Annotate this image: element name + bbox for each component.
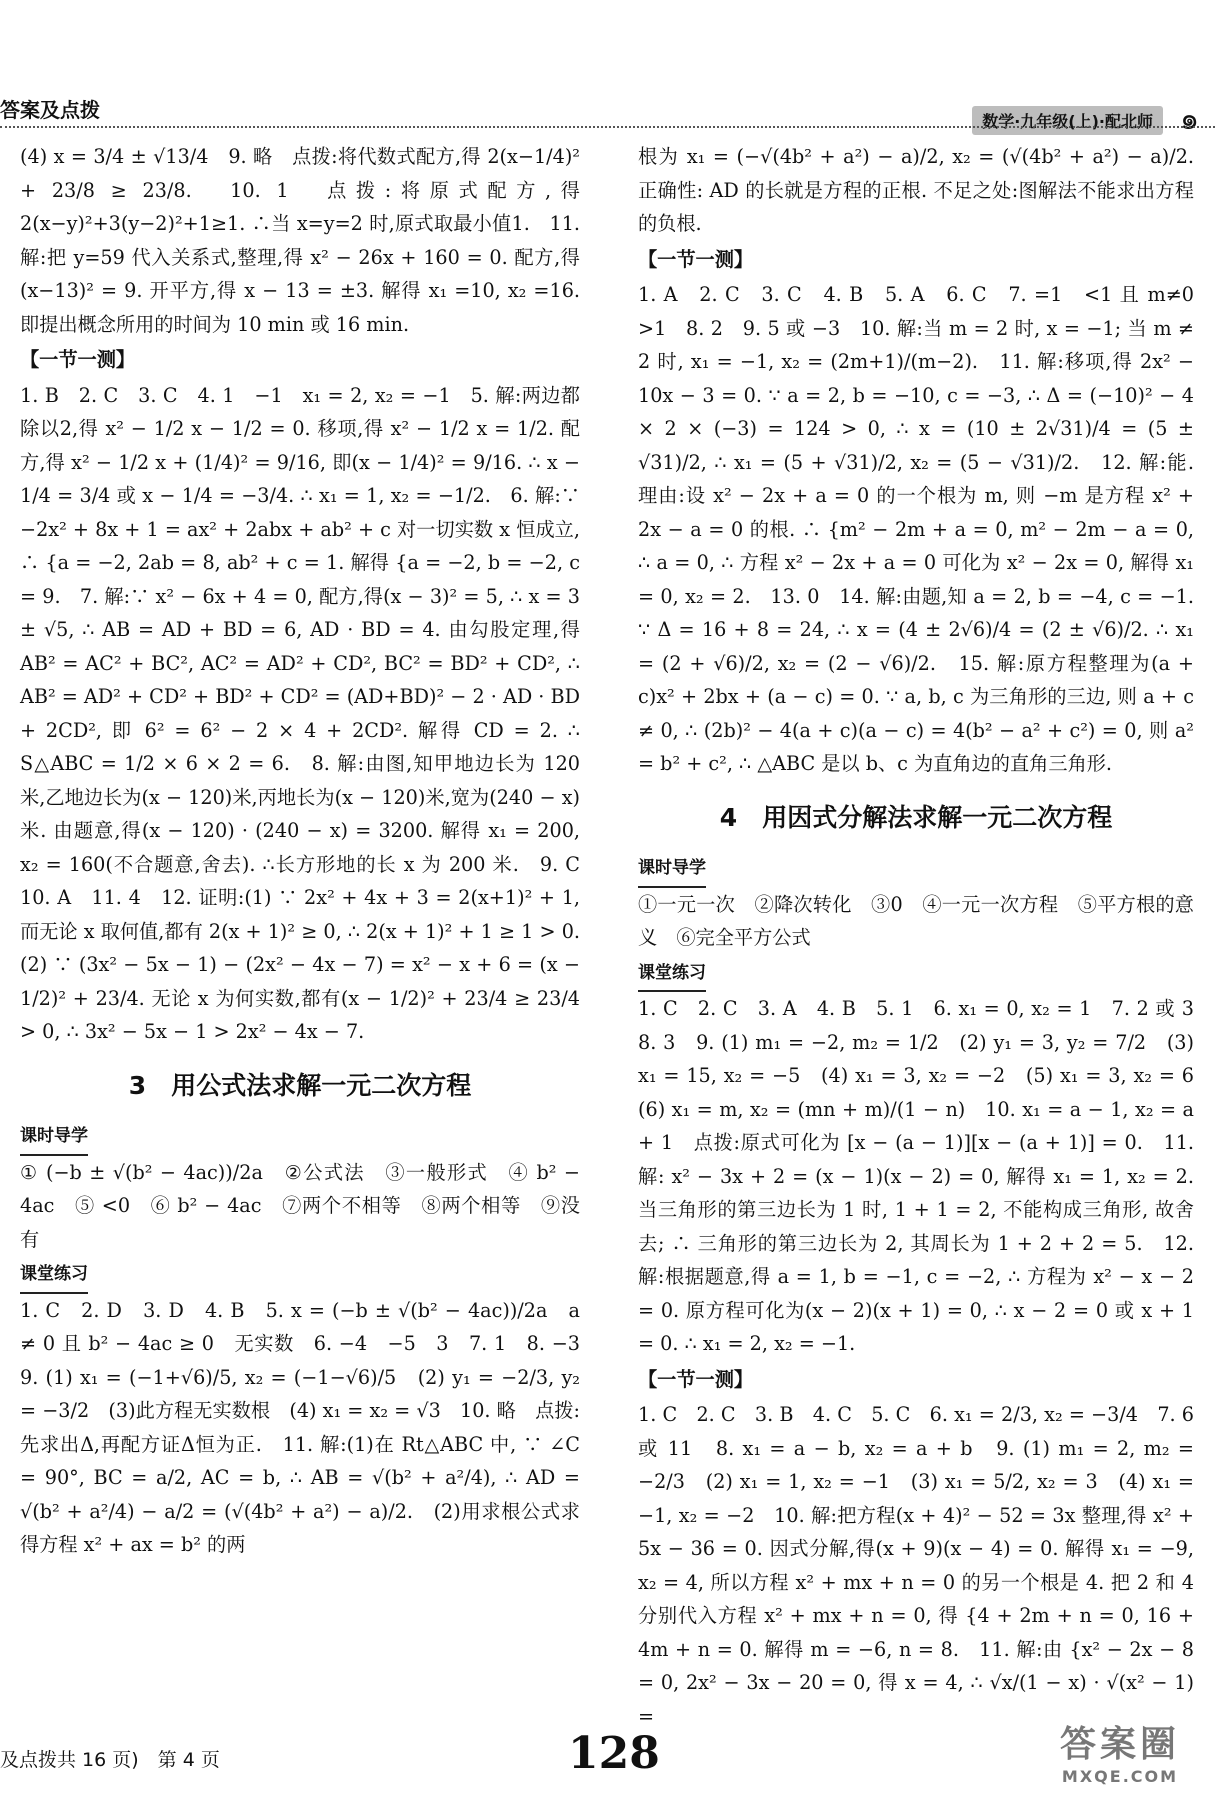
left-paragraph-4: 1. C 2. D 3. D 4. B 5. x = (−b ± √(b² − 4ac))/2a a ≠ 0 且 b² − 4ac ≥ 0 无实数 6. −4 −5 3 7. 1 8. −3 9. (1) x₁ = (−1+√6)/5, x₂ = (−1−√6)/5 (2) y₁ = −2/3, y₂ = −3/2 (3)此方程无实数根 (4) x₁ = x₂ = √3 10. 略 点拨:先求出Δ,再配方证Δ恒为正. 11. 解:(1)在 Rt△ABC 中, ∵ ∠C = 90°, BC = a/2, AC = b, ∴ AB = √(b² + a²/4), ∴ AD = √(b² + a²/4) − a/2 = (√(4b² + a²) − a)/2. (2)用求根公式求得方程 x² + ax = b² 的两 (20, 1298, 600, 1556)
left-paragraph-3: ① (−b ± √(b² − 4ac))/2a ②公式法 ③一般形式 ④ b² − 4ac ⑤ <0 ⑥ b² − 4ac ⑦两个不相等 ⑧两个相等 ⑨没有 (20, 1160, 580, 1251)
right-section-label-1: 【一节一测】 (638, 247, 754, 271)
left-column (20, 140, 600, 1562)
right-section-label-2: 【一节一测】 (638, 1367, 754, 1391)
watermark-text: 答案圈 (1059, 1724, 1180, 1765)
ear-icon: ๑ (1179, 102, 1199, 137)
section-4-title: 4 用因式分解法求解一元二次方程 (719, 802, 1113, 832)
section-3-title: 3 用公式法求解一元二次方程 (128, 1070, 472, 1100)
right-subheading-2: 课堂练习 (638, 957, 706, 993)
left-paragraph-2: 1. B 2. C 3. C 4. 1 −1 x₁ = 2, x₂ = −1 5. 解:两边都除以2,得 x² − 1/2 x − 1/2 = 0. 移项,得 x² − 1/2 x = 1/2. 配方,得 x² − 1/2 x + (1/4)² = 9/16, 即(x − 1/4)² = 9/16. ∴ x − 1/4 = 3/4 或 x − 1/4 = −3/4. ∴ x₁ = 1, x₂ = −1/2. 6. 解:∵ −2x² + 8x + 1 = ax² + 2abx + ab² + c 对一切实数 x 恒成立, ∴ {a = −2, 2ab = 8, ab² + c = 1. 解得 {a = −2, b = −2, c = 9. 7. 解:∵ x² − 6x + 4 = 0, 配方,得(x − 3)² = 5, ∴ x = 3 ± √5, ∴ AB = AD + BD = 6, AD · BD = 4. 由勾股定理,得 AB² = AC² + BC², AC² = AD² + CD², BC² = BD² + CD², ∴ AB² = AD² + CD² + BD² + CD² = (AD+BD)² − 2 · AD · BD + 2CD², 即 6² = 6² − 2 × 4 + 2CD². 解得 CD = 2. ∴ S△ABC = 1/2 × 6 × 2 = 6. 8. 解:由图,知甲地边长为 120 米,乙地边长为(x − 120)米,丙地长为(x − 120)米,宽为(240 − x)米. 由题意,得(x − 120) · (240 − x) = 3200. 解得 x₁ = 200, x₂ = 160(不合题意,舍去). ∴长方形地的长 x 为 200 米. 9. C 10. A 11. 4 12. 证明:(1) ∵ 2x² + 4x + 3 = 2(x+1)² + 1, 而无论 x 取何值,都有 2(x + 1)² ≥ 0, ∴ 2(x + 1)² + 1 ≥ 1 > 0. (2) ∵ (3x² − 5x − 1) − (2x² − 4x − 7) = x² − x + 6 = (x − 1/2)² + 23/4. 无论 x 为何实数,都有(x − 1/2)² + 23/4 ≥ 23/4 > 0, ∴ 3x² − 5x − 1 > 2x² − 4x − 7. (20, 383, 600, 1043)
page-number: 128 (568, 1728, 660, 1779)
footer-page-info: 及点拨共 16 页) 第 4 页 (0, 1749, 220, 1771)
left-paragraph-1: (4) x = 3/4 ± √13/4 9. 略 点拨:将代数式配方,得 2(x−1/4)² + 23/8 ≥ 23/8. 10. 1 点拨:将原式配方,得 2(x−y)²+3(y−2)²+1≥1. ∴当 x=y=2 时,原式取最小值1. 11. 解:把 y=59 代入关系式,整理,得 x² − 26x + 160 = 0. 配方,得(x−13)² = 9. 开平方,得 x − 13 = ±3. 解得 x₁ =10, x₂ =16. 即提出概念所用的时间为 10 min 或 16 min. (20, 145, 580, 336)
right-column (638, 140, 1214, 1733)
header-subject-label: 数学·九年级(上)·配北师 (972, 106, 1163, 135)
right-subheading-1: 课时导学 (638, 852, 706, 888)
watermark-logo (1035, 1716, 1205, 1788)
left-subheading-2: 课堂练习 (20, 1258, 88, 1294)
watermark-url: MXQE.COM (1061, 1767, 1179, 1786)
header-divider (0, 126, 1215, 128)
right-paragraph-3: ①一元一次 ②降次转化 ③0 ④一元一次方程 ⑤平方根的意义 ⑥完全平方公式 (638, 892, 1194, 949)
left-section-label-1: 【一节一测】 (20, 348, 136, 371)
header-book-title: 答案及点拨 (0, 98, 100, 122)
right-paragraph-4: 1. C 2. C 3. A 4. B 5. 1 6. x₁ = 0, x₂ = 1 7. 2 或 3 8. 3 9. (1) m₁ = −2, m₂ = 1/2 (2) y₁ = 3, y₂ = 7/2 (3) x₁ = 15, x₂ = −5 (4) x₁ = 3, x₂ = −2 (5) x₁ = 3, x₂ = 6 (6) x₁ = m, x₂ = (mn + m)/(1 − n) 10. x₁ = a − 1, x₂ = a + 1 点拨:原式可化为 [x − (a − 1)][x − (a + 1)] = 0. 11. 解: x² − 3x + 2 = (x − 1)(x − 2) = 0, 解得 x₁ = 1, x₂ = 2. 当三角形的第三边长为 1 时, 1 + 1 = 2, 不能构成三角形, 故舍去; ∴ 三角形的第三边长为 2, 其周长为 1 + 2 + 2 = 5. 12. 解:根据题意,得 a = 1, b = −1, c = −2, ∴ 方程为 x² − x − 2 = 0. 原方程可化为(x − 2)(x + 1) = 0, ∴ x − 2 = 0 或 x + 1 = 0. ∴ x₁ = 2, x₂ = −1. (638, 997, 1214, 1355)
right-paragraph-1: 根为 x₁ = (−√(4b² + a²) − a)/2, x₂ = (√(4b² + a²) − a)/2. 正确性: AD 的长就是方程的正根. 不足之处:图解法不能求出方程的负根. (638, 145, 1194, 235)
right-paragraph-2: 1. A 2. C 3. C 4. B 5. A 6. C 7. =1 <1 且 m≠0 >1 8. 2 9. 5 或 −3 10. 解:当 m = 2 时, x = −1; 当 m ≠ 2 时, x₁ = −1, x₂ = (2m+1)/(m−2). 11. 解:移项,得 2x² − 10x − 3 = 0. ∵ a = 2, b = −10, c = −3, ∴ Δ = (−10)² − 4 × 2 × (−3) = 124 > 0, ∴ x = (10 ± 2√31)/4 = (5 ± √31)/2, ∴ x₁ = (5 + √31)/2, x₂ = (5 − √31)/2. 12. 解:能. 理由:设 x² − 2x + a = 0 的一个根为 m, 则 −m 是方程 x² + 2x − a = 0 的根. ∴ {m² − 2m + a = 0, m² − 2m − a = 0, ∴ a = 0, ∴ 方程 x² − 2x + a = 0 可化为 x² − 2x = 0, 解得 x₁ = 0, x₂ = 2. 13. 0 14. 解:由题,知 a = 2, b = −4, c = −1. ∵ Δ = 16 + 8 = 24, ∴ x = (4 ± 2√6)/4 = (2 ± √6)/2. ∴ x₁ = (2 + √6)/2, x₂ = (2 − √6)/2. 15. 解:原方程整理为(a + c)x² + 2bx + (a − c) = 0. ∵ a, b, c 为三角形的三边, 则 a + c ≠ 0, ∴ (2b)² − 4(a + c)(a − c) = 4(b² − a² + c²) = 0, 则 a² = b² + c², ∴ △ABC 是以 b、c 为直角边的直角三角形. (638, 283, 1214, 775)
right-paragraph-5: 1. C 2. C 3. B 4. C 5. C 6. x₁ = 2/3, x₂ = −3/4 7. 6 或 11 8. x₁ = a − b, x₂ = a + b 9. (1) m₁ = 2, m₂ = −2/3 (2) x₁ = 1, x₂ = −1 (3) x₁ = 5/2, x₂ = 3 (4) x₁ = −1, x₂ = −2 10. 解:把方程(x + 4)² − 52 = 3x 整理,得 x² + 5x − 36 = 0. 因式分解,得(x + 9)(x − 4) = 0. 解得 x₁ = −9, x₂ = 4, 所以方程 x² + mx + n = 0 的另一个根是 4. 把 2 和 4 分别代入方程 x² + mx + n = 0, 得 {4 + 2m + n = 0, 16 + 4m + n = 0. 解得 m = −6, n = 8. 11. 解:由 {x² − 2x − 8 = 0, 2x² − 3x − 20 = 0, 得 x = 4, ∴ √x/(1 − x) · √(x² − 1) = (638, 1403, 1194, 1728)
left-subheading-1: 课时导学 (20, 1120, 88, 1156)
